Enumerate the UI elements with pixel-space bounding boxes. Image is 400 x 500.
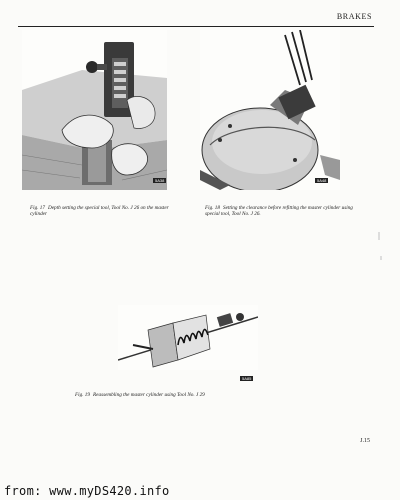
figure-17-tag: 5A38 [155,178,165,183]
header-rule [18,26,374,27]
figure-18-text: Setting the clearance before refitting the master cylinder using special tool, Tool No. J 26. [205,205,353,218]
figure-18-caption [205,205,355,217]
page-number: J.15 [360,438,370,444]
margin-mark [378,232,380,240]
figure-19-tag: 5A85 [242,376,252,381]
figure-18-number: Fig. 18 [205,205,220,211]
watermark: from: www.myDS420.info [4,484,170,498]
margin-mark-2 [380,256,382,260]
figure-17-illustration [22,30,167,190]
figure-17-number: Fig. 17 [30,205,45,211]
section-heading: BRAKES [336,12,372,21]
figure-19-text: Reassembling the master cylinder using Tool No. J 29 [93,392,205,398]
figure-18-illustration [200,30,340,190]
figure-19-caption [75,392,335,398]
figure-18-tag: 5A48 [317,178,327,183]
figure-19-number: Fig. 19 [75,392,90,398]
figure-19-illustration [118,305,258,370]
figure-17-text: Depth setting the special tool, Tool No. J 26 on the master cylinder [30,205,169,218]
figure-17-caption [30,205,170,217]
